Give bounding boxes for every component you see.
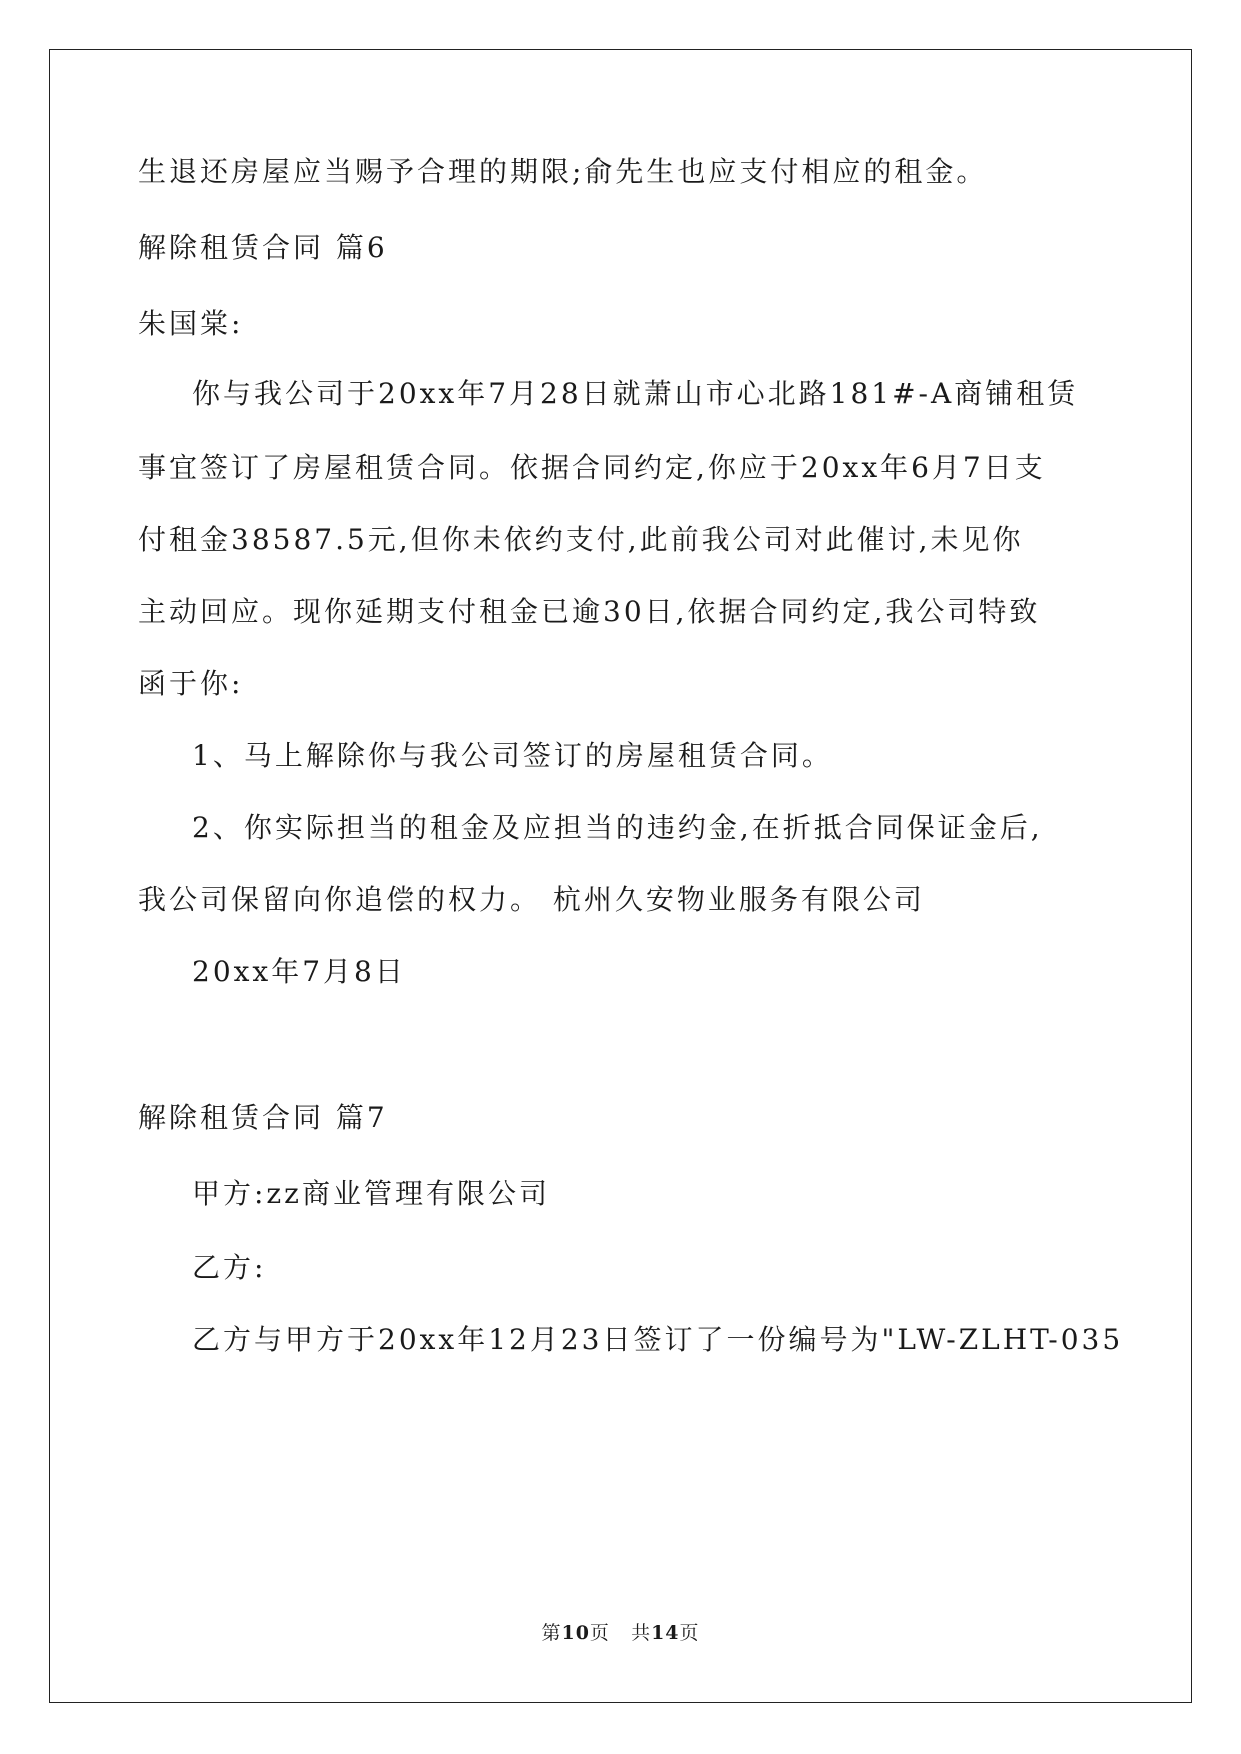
footer-total-prefix: 共	[631, 1622, 652, 1644]
text-line-8: 函于你:	[138, 667, 244, 700]
list-item-2: 2、你实际担当的租金及应担当的违约金,在折抵合同保证金后,	[192, 811, 1043, 844]
footer-total-suffix: 页	[679, 1622, 700, 1644]
party-b: 乙方:	[192, 1251, 267, 1284]
page-frame	[49, 49, 1192, 1703]
section-heading-7: 解除租赁合同 篇7	[138, 1101, 388, 1134]
footer-page-suffix: 页	[589, 1622, 610, 1644]
text-line-6: 付租金38587.5元,但你未依约支付,此前我公司对此催讨,未见你	[138, 523, 1024, 556]
text-line-4: 你与我公司于20xx年7月28日就萧山市心北路181#-A商铺租赁	[192, 377, 1079, 410]
text-line-1: 生退还房屋应当赐予合理的期限;俞先生也应支付相应的租金。	[138, 155, 988, 188]
footer-prefix: 第	[541, 1622, 562, 1644]
page-footer	[50, 1618, 1191, 1645]
section-heading-6: 解除租赁合同 篇6	[138, 231, 388, 264]
addressee: 朱国棠:	[138, 307, 244, 340]
current-page-number: 10	[561, 1622, 590, 1644]
text-line-7: 主动回应。现你延期支付租金已逾30日,依据合同约定,我公司特致	[138, 595, 1041, 628]
text-line-5: 事宜签订了房屋租赁合同。依据合同约定,你应于20xx年6月7日支	[138, 451, 1046, 484]
list-item-1: 1、马上解除你与我公司签订的房屋租赁合同。	[192, 739, 833, 772]
text-line-11: 我公司保留向你追偿的权力。 杭州久安物业服务有限公司	[138, 883, 925, 916]
party-a: 甲方:zz商业管理有限公司	[192, 1177, 550, 1210]
total-pages-number: 14	[651, 1622, 680, 1644]
date-line: 20xx年7月8日	[192, 955, 406, 988]
text-line-16: 乙方与甲方于20xx年12月23日签订了一份编号为"LW-ZLHT-035	[192, 1323, 1124, 1356]
